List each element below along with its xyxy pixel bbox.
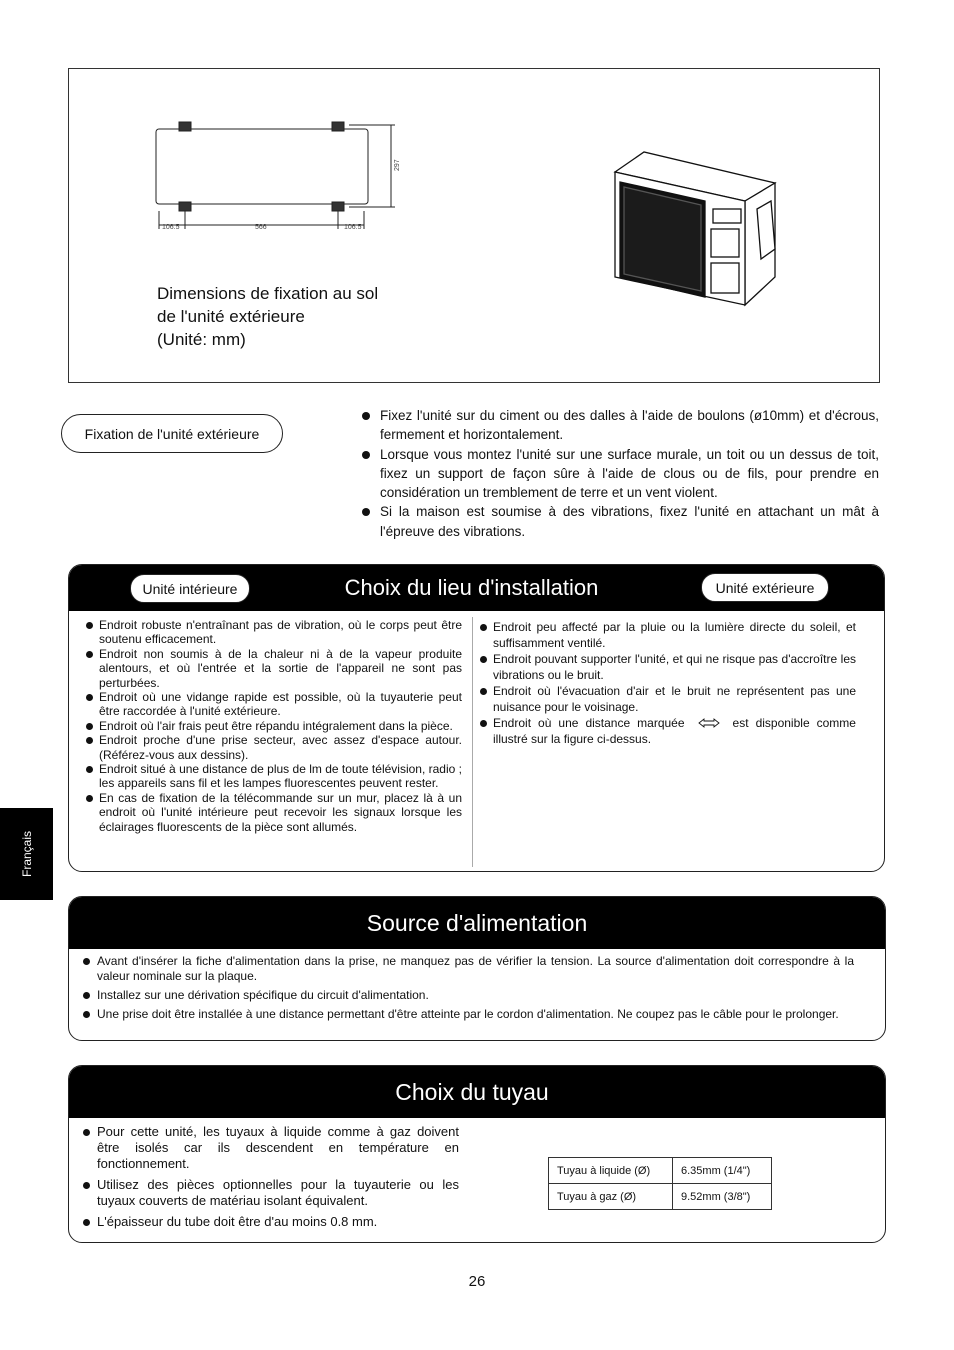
installation-panel: [68, 564, 885, 872]
list-item: Endroit non soumis à de la chaleur ni à de la vapeur produite alentours, et où l'entrée et la sortie de l'appareil ne sont pas perturbées.: [86, 647, 462, 690]
list-item: [480, 715, 856, 747]
table-cell-value: 6.35mm (1/4"): [673, 1158, 772, 1184]
language-tab-label: Français: [19, 830, 34, 878]
unit-footprint-outline: [156, 129, 368, 204]
list-item: Endroit robuste n'entraînant pas de vibration, où le corps peut être soutenu efficacement.: [86, 618, 462, 647]
dim-left-label: 106.5: [162, 224, 180, 231]
mount-foot-bottom-right: [332, 202, 344, 211]
caption-line-3: (Unité: mm): [157, 330, 246, 349]
pipe-title: Choix du tuyau: [395, 1079, 549, 1105]
dim-right-label: 106.5: [344, 224, 362, 231]
mount-foot-top-right: [332, 122, 344, 131]
list-item: Si la maison est soumise à des vibrations, fixez l'unité en attachant un mât à l'épreuve des vibrations.: [360, 502, 879, 541]
list-item: L'épaisseur du tube doit être d'au moins 0.8 mm.: [83, 1214, 459, 1230]
power-panel: [68, 896, 886, 1041]
outdoor-unit-illustration: [615, 152, 775, 305]
caption-line-1: Dimensions de fixation au sol: [157, 284, 379, 303]
fixation-label: Fixation de l'unité extérieure: [61, 414, 283, 453]
mounting-figure: [68, 68, 880, 383]
table-row: [549, 1158, 772, 1184]
installation-title: Choix du lieu d'installation: [344, 575, 599, 600]
list-item: Endroit où une vidange rapide est possible, où la tuyauterie peut être raccordée à l'unité extérieure.: [86, 690, 462, 719]
caption-line-2: de l'unité extérieure: [157, 307, 305, 326]
list-item: Avant d'insérer la fiche d'alimentation dans la prise, ne manquez pas de vérifier la tension. La source d'alimentation doit correspondre à la valeur nominale sur la plaque.: [83, 954, 854, 984]
power-list: [83, 954, 854, 1026]
pipe-list: [83, 1124, 459, 1235]
column-divider: [472, 617, 473, 867]
table-cell-label: Tuyau à liquide (Ø): [549, 1158, 673, 1184]
page-number: 26: [468, 1273, 486, 1290]
mount-foot-bottom-left: [179, 202, 191, 211]
list-item: Installez sur une dérivation spécifique du circuit d'alimentation.: [83, 988, 854, 1003]
indoor-list: [86, 618, 462, 834]
language-tab: [0, 808, 53, 900]
list-item: Lorsque vous montez l'unité sur une surface murale, un toit ou un dessus de toit, fixez un support de façon sûre à l'aide de clous ou de fils, pour prendre en considération un tremblement de terre et un vent violent.: [360, 445, 879, 503]
mount-foot-top-left: [179, 122, 191, 131]
table-row: [549, 1184, 772, 1210]
table-cell-value: 9.52mm (3/8"): [673, 1184, 772, 1210]
list-item: En cas de fixation de la télécommande sur un mur, placez là à un endroit où l'unité intérieure peut recevoir les signaux lorsque les éclairages fluorescents de la pièce sont allumés.: [86, 791, 462, 834]
power-title: Source d'alimentation: [366, 910, 588, 936]
pipe-header: [69, 1066, 885, 1118]
list-item: Endroit où l'air frais peut être répandu intégralement dans la pièce.: [86, 719, 462, 733]
list-item: Endroit pouvant supporter l'unité, et qui ne risque pas d'accroître les vibrations ou le bruit.: [480, 651, 856, 683]
power-header: [69, 897, 885, 949]
installation-header: [69, 565, 884, 611]
dim-center-label: 566: [255, 224, 267, 231]
outdoor-unit-label: Unité extérieure: [701, 573, 829, 602]
outdoor-list: [480, 619, 856, 747]
dim-height-label: 297: [394, 159, 401, 171]
list-item-text-start: Endroit où une distance marquée: [493, 716, 685, 730]
list-item: Pour cette unité, les tuyaux à liquide comme à gaz doivent être isolés car ils descendent en température en fonctionnement.: [83, 1124, 459, 1172]
list-item: Endroit situé à une distance de plus de lm de toute télévision, radio ; les appareils sans fil et les lampes fluorescentes peuvent rester.: [86, 762, 462, 791]
list-item-text-end: est disponible comme illustré sur la figure ci-dessus.: [493, 716, 856, 746]
list-item: Fixez l'unité sur du ciment ou des dalles à l'aide de boulons (ø10mm) et d'écrous, fermement et horizontalement.: [360, 406, 879, 445]
figure-caption: [157, 282, 378, 351]
list-item: Utilisez des pièces optionnelles pour la tuyauterie ou les tuyaux couverts de matériau isolant équivalent.: [83, 1177, 459, 1209]
list-item: Une prise doit être installée à une distance permettant d'être atteinte par le cordon d'alimentation. Ne coupez pas le câble pour le prolonger.: [83, 1007, 854, 1022]
pipe-panel: [68, 1065, 886, 1243]
list-item: Endroit peu affecté par la pluie ou la lumière directe du soleil, et suffisamment ventilé.: [480, 619, 856, 651]
list-item: Endroit proche d'une prise secteur, avec assez d'espace autour. (Référez-vous aux dessins).: [86, 733, 462, 762]
list-item: Endroit où l'évacuation d'air et le bruit ne représentent pas une nuisance pour le voisinage.: [480, 683, 856, 715]
fixation-list: [360, 406, 879, 541]
table-cell-label: Tuyau à gaz (Ø): [549, 1184, 673, 1210]
indoor-unit-label: Unité intérieure: [130, 574, 250, 603]
double-arrow-icon: [698, 718, 720, 728]
pipe-size-table: [548, 1157, 772, 1210]
